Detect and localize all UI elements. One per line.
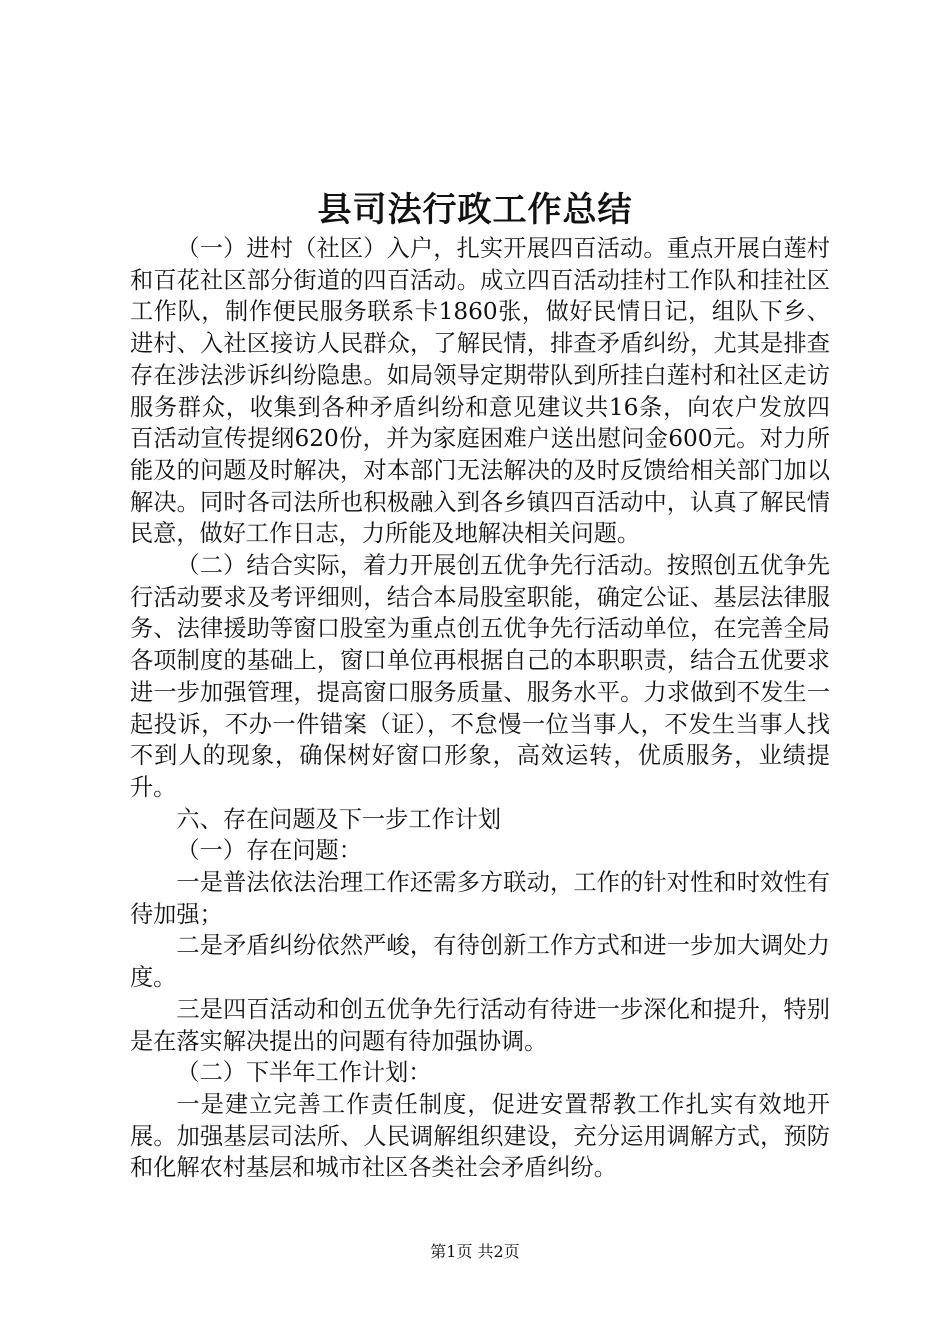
document-body [130, 233, 830, 1184]
subheading-problems: （一）存在问题： [176, 837, 362, 865]
page-title: 县司法行政工作总结 [317, 190, 633, 230]
paragraph-1: （一）进村（社区）入户，扎实开展四百活动。重点开展白莲村和百花社区部分街道的四百活动。成立四百活动挂村工作队和挂社区工作队，制作便民服务联系卡1860张，做好民情日记，组队下乡、进村、入社区接访人民群众，了解民情，排查矛盾纠纷，尤其是排查存在涉法涉诉纠纷隐患。如局领导定期带队到所挂白莲村和社区走访服务群众，收集到各种矛盾纠纷和意见建议共16条，向农户发放四百活动宣传提纲620份，并为家庭困难户送出慰问金600元。对力所能及的问题及时解决，对本部门无法解决的及时反馈给相关部门加以解决。同时各司法所也积极融入到各乡镇四百活动中，认真了解民情民意，做好工作日志，力所能及地解决相关问题。 [130, 235, 830, 548]
paragraph-2: （二）结合实际，着力开展创五优争先行活动。按照创五优争先行活动要求及考评细则，结合本局股室职能，确定公证、基层法律服务、法律援助等窗口股室为重点创五优争先行活动单位，在完善全局各项制度的基础上，窗口单位再根据自己的本职职责，结合五优要求进一步加强管理，提高窗口服务质量、服务水平。力求做到不发生一起投诉，不办一件错案（证），不怠慢一位当事人，不发生当事人找不到人的现象，确保树好窗口形象，高效运转，优质服务，业绩提升。 [130, 552, 830, 801]
section-heading-6: 六、存在问题及下一步工作计划 [176, 805, 502, 833]
subheading-plan: （二）下半年工作计划： [176, 1059, 432, 1087]
problem-item-1: 一是普法依法治理工作还需多方联动，工作的针对性和时效性有待加强； [130, 869, 830, 928]
page-footer: 第1页 共2页 [430, 1242, 520, 1261]
problem-item-2: 二是矛盾纠纷依然严峻，有待创新工作方式和进一步加大调处力度。 [130, 932, 830, 992]
plan-item-1: 一是建立完善工作责任制度，促进安置帮教工作扎实有效地开展。加强基层司法所、人民调解组织建设，充分运用调解方式，预防和化解农村基层和城市社区各类社会矛盾纠纷。 [130, 1090, 830, 1182]
problem-item-3: 三是四百活动和创五优争先行活动有待进一步深化和提升，特别是在落实解决提出的问题有待加强协调。 [130, 995, 830, 1055]
